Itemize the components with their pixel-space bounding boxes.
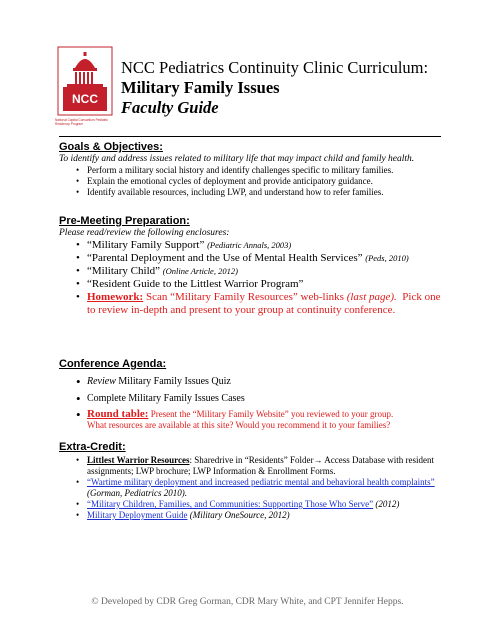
homework-item: • Homework: Scan “Military Family Resources” web-links (last page). Pick one to review in-depth and present to your group at continuity conference.: [76, 291, 441, 316]
article-link[interactable]: “Military Children, Families, and Communities: Supporting Those Who Serve”: [87, 499, 374, 509]
logo-text: NCC: [72, 92, 98, 106]
agenda-heading: Conference Agenda:: [59, 358, 167, 370]
title-curriculum: NCC Pediatrics Continuity Clinic Curriculum:: [121, 58, 429, 77]
extra-credit-section: [59, 441, 443, 521]
list-item: • Identify available resources, including LWP, and understand how to refer families.: [76, 187, 384, 197]
premeeting-heading: Pre-Meeting Preparation:: [59, 215, 190, 227]
list-item: • Review Military Family Issues Quiz: [76, 374, 231, 389]
premeeting-lead: Please read/review the following enclosures:: [59, 228, 230, 238]
ncc-logo: [57, 46, 113, 124]
list-item: • “Resident Guide to the Littlest Warrior Program”: [76, 278, 304, 290]
list-item: • Complete Military Family Issues Cases: [76, 391, 245, 406]
round-table-item: • Round table: Present the “Military Family Website” you reviewed to your group. What resources are available at this site? Would you recommend it to your families?: [76, 407, 394, 430]
list-item: • Military Deployment Guide (Military OneSource, 2012): [76, 510, 290, 520]
list-item: • “Wartime military deployment and increased pediatric mental and behavioral health complaints” (Gorman, Pediatrics 2010).: [76, 477, 435, 498]
title-topic: Military Family Issues: [121, 78, 280, 97]
list-item: • Littlest Warrior Resources: Sharedrive in “Residents” Folder→ Access Database with resident assignments; LWP brochure; LWP Information & Enrollment Forms.: [76, 455, 434, 476]
extra-heading: Extra-Credit:: [59, 441, 126, 453]
goals-heading: Goals & Objectives:: [59, 141, 163, 153]
list-item: • “Military Family Support” (Pediatric Annals, 2003): [76, 239, 292, 251]
list-item: • Perform a military social history and identify challenges specific to military families.: [76, 165, 394, 175]
document-title: [121, 58, 461, 118]
list-item: • Explain the emotional cycles of deployment and provide anticipatory guidance.: [76, 176, 373, 186]
logo-caption: National Capital Consortium Pediatric Residency Program: [55, 118, 108, 126]
agenda-section: [59, 358, 443, 431]
goals-section: [59, 141, 443, 198]
premeeting-section: [59, 215, 443, 317]
list-item: • “Military Children, Families, and Communities: Supporting Those Who Serve” (2012): [76, 499, 400, 509]
guide-link[interactable]: Military Deployment Guide: [87, 510, 188, 520]
footer-credit: © Developed by CDR Greg Gorman, CDR Mary White, and CPT Jennifer Hepps.: [91, 597, 404, 607]
title-guide: Faculty Guide: [121, 98, 219, 117]
title-divider: [59, 136, 441, 137]
goals-lead: To identify and address issues related to military life that may impact child and family health.: [59, 154, 415, 164]
list-item: • “Military Child” (Online Article, 2012): [76, 265, 238, 277]
list-item: • “Parental Deployment and the Use of Mental Health Services” (Peds, 2010): [76, 252, 409, 264]
article-link[interactable]: “Wartime military deployment and increased pediatric mental and behavioral health complaints”: [87, 477, 435, 487]
